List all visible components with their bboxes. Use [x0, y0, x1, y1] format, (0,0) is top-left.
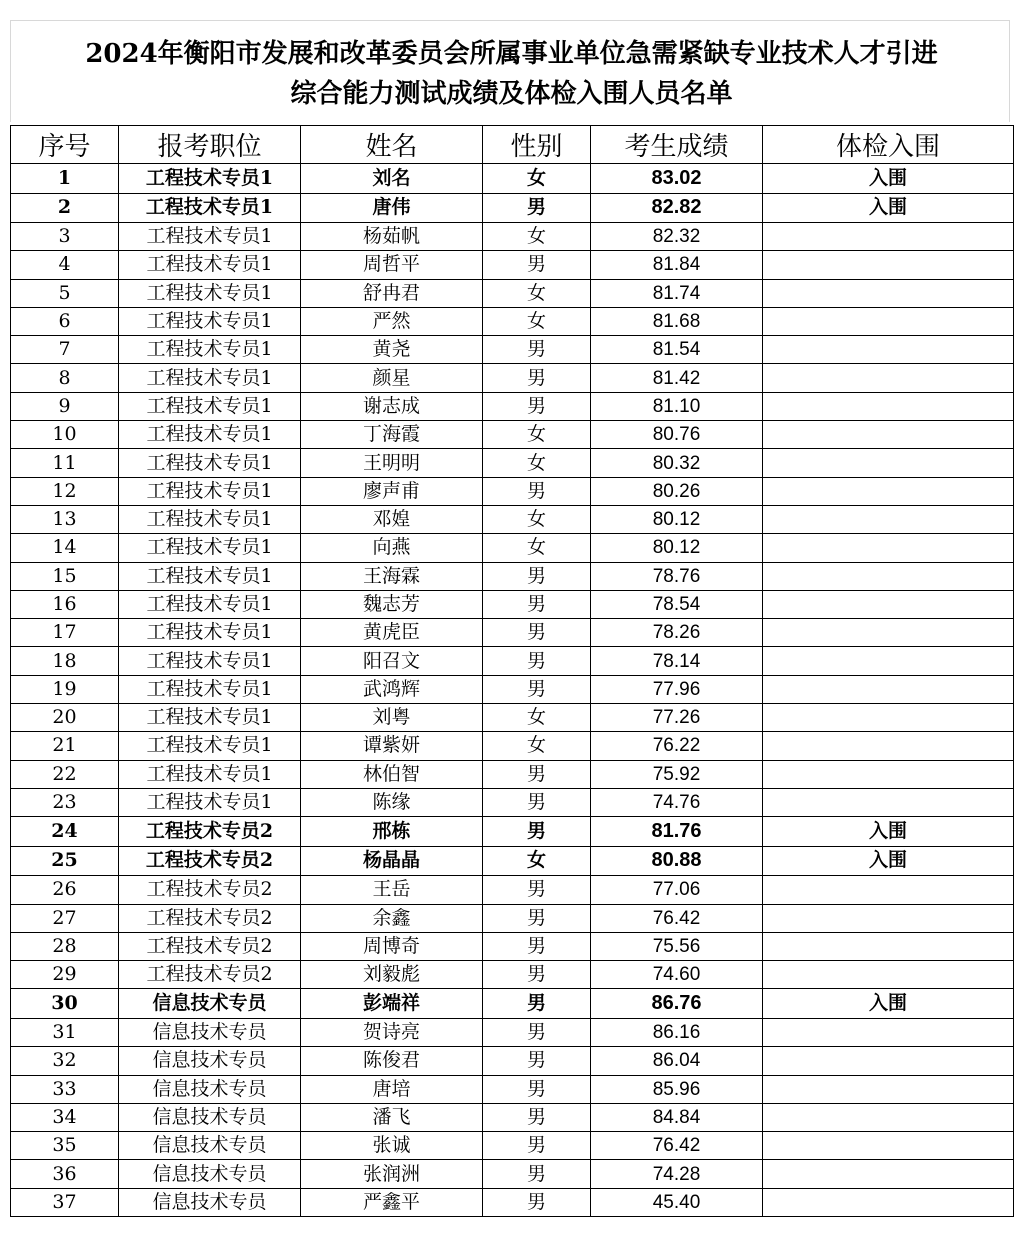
cell-position: 工程技术专员1 — [119, 760, 301, 788]
table-row — [11, 675, 1014, 703]
cell-shortlist — [763, 590, 1014, 618]
cell-position: 工程技术专员2 — [119, 904, 301, 932]
cell-score: 77.06 — [591, 876, 763, 904]
table-row — [11, 1160, 1014, 1188]
cell-score: 78.76 — [591, 562, 763, 590]
cell-position: 工程技术专员2 — [119, 961, 301, 989]
document-title-line-1: 2024年衡阳市发展和改革委员会所属事业单位急需紧缺专业技术人才引进 — [85, 39, 938, 69]
table-row — [11, 364, 1014, 392]
cell-number: 10 — [11, 421, 119, 449]
table-row — [11, 904, 1014, 932]
table-row — [11, 449, 1014, 477]
cell-name: 唐伟 — [301, 193, 483, 223]
cell-number: 13 — [11, 505, 119, 533]
cell-score: 77.26 — [591, 704, 763, 732]
cell-gender: 男 — [483, 1103, 591, 1131]
cell-name: 谭紫妍 — [301, 732, 483, 760]
cell-shortlist — [763, 647, 1014, 675]
cell-score: 86.04 — [591, 1047, 763, 1075]
table-row — [11, 534, 1014, 562]
cell-number: 35 — [11, 1132, 119, 1160]
cell-shortlist: 入围 — [763, 846, 1014, 876]
cell-gender: 男 — [483, 675, 591, 703]
cell-gender: 男 — [483, 1047, 591, 1075]
cell-shortlist — [763, 732, 1014, 760]
cell-name: 王明明 — [301, 449, 483, 477]
cell-number: 26 — [11, 876, 119, 904]
table-row — [11, 932, 1014, 960]
cell-gender: 男 — [483, 477, 591, 505]
cell-position: 工程技术专员1 — [119, 590, 301, 618]
cell-number: 6 — [11, 307, 119, 335]
cell-gender: 女 — [483, 505, 591, 533]
cell-shortlist — [763, 1075, 1014, 1103]
cell-position: 信息技术专员 — [119, 1103, 301, 1131]
cell-position: 工程技术专员1 — [119, 534, 301, 562]
table-row — [11, 562, 1014, 590]
cell-position: 工程技术专员1 — [119, 164, 301, 194]
header-number: 序号 — [11, 126, 119, 164]
cell-number: 18 — [11, 647, 119, 675]
table-row — [11, 704, 1014, 732]
table-row — [11, 164, 1014, 194]
cell-position: 工程技术专员2 — [119, 932, 301, 960]
cell-gender: 女 — [483, 534, 591, 562]
cell-score: 81.68 — [591, 307, 763, 335]
cell-number: 9 — [11, 392, 119, 420]
cell-number: 25 — [11, 846, 119, 876]
cell-number: 30 — [11, 989, 119, 1019]
cell-position: 工程技术专员1 — [119, 619, 301, 647]
cell-gender: 女 — [483, 449, 591, 477]
cell-gender: 女 — [483, 223, 591, 251]
cell-shortlist — [763, 1160, 1014, 1188]
cell-name: 魏志芳 — [301, 590, 483, 618]
cell-shortlist — [763, 961, 1014, 989]
cell-name: 杨晶晶 — [301, 846, 483, 876]
cell-score: 76.42 — [591, 1132, 763, 1160]
table-row — [11, 505, 1014, 533]
table-row — [11, 1132, 1014, 1160]
cell-score: 83.02 — [591, 164, 763, 194]
cell-score: 80.32 — [591, 449, 763, 477]
table-row — [11, 477, 1014, 505]
cell-gender: 男 — [483, 336, 591, 364]
cell-position: 工程技术专员1 — [119, 675, 301, 703]
cell-score: 86.76 — [591, 989, 763, 1019]
cell-name: 彭端祥 — [301, 989, 483, 1019]
cell-gender: 男 — [483, 760, 591, 788]
table-row — [11, 876, 1014, 904]
cell-gender: 男 — [483, 364, 591, 392]
cell-score: 78.26 — [591, 619, 763, 647]
cell-position: 工程技术专员1 — [119, 788, 301, 816]
cell-position: 工程技术专员1 — [119, 477, 301, 505]
cell-shortlist — [763, 904, 1014, 932]
cell-score: 85.96 — [591, 1075, 763, 1103]
cell-gender: 男 — [483, 562, 591, 590]
cell-name: 王岳 — [301, 876, 483, 904]
cell-name: 丁海霞 — [301, 421, 483, 449]
cell-number: 20 — [11, 704, 119, 732]
cell-score: 74.28 — [591, 1160, 763, 1188]
cell-name: 周博奇 — [301, 932, 483, 960]
cell-number: 4 — [11, 251, 119, 279]
cell-name: 王海霖 — [301, 562, 483, 590]
cell-gender: 男 — [483, 788, 591, 816]
cell-position: 工程技术专员1 — [119, 223, 301, 251]
cell-shortlist: 入围 — [763, 164, 1014, 194]
cell-number: 2 — [11, 193, 119, 223]
cell-shortlist: 入围 — [763, 817, 1014, 847]
cell-score: 75.92 — [591, 760, 763, 788]
table-row — [11, 193, 1014, 223]
cell-shortlist: 入围 — [763, 193, 1014, 223]
cell-position: 工程技术专员2 — [119, 817, 301, 847]
table-row — [11, 788, 1014, 816]
cell-position: 工程技术专员1 — [119, 732, 301, 760]
cell-shortlist — [763, 675, 1014, 703]
cell-shortlist: 入围 — [763, 989, 1014, 1019]
cell-position: 工程技术专员1 — [119, 251, 301, 279]
cell-number: 28 — [11, 932, 119, 960]
table-row — [11, 251, 1014, 279]
table-row — [11, 307, 1014, 335]
table-row — [11, 647, 1014, 675]
cell-name: 陈缘 — [301, 788, 483, 816]
cell-position: 工程技术专员2 — [119, 876, 301, 904]
table-row — [11, 421, 1014, 449]
cell-gender: 男 — [483, 392, 591, 420]
cell-score: 81.84 — [591, 251, 763, 279]
cell-name: 陈俊君 — [301, 1047, 483, 1075]
table-row — [11, 1188, 1014, 1216]
cell-shortlist — [763, 336, 1014, 364]
cell-number: 37 — [11, 1188, 119, 1216]
cell-number: 31 — [11, 1018, 119, 1046]
cell-name: 阳召文 — [301, 647, 483, 675]
cell-number: 36 — [11, 1160, 119, 1188]
cell-number: 17 — [11, 619, 119, 647]
header-name: 姓名 — [301, 126, 483, 164]
cell-position: 工程技术专员1 — [119, 279, 301, 307]
cell-score: 78.14 — [591, 647, 763, 675]
header-shortlist: 体检入围 — [763, 126, 1014, 164]
cell-gender: 男 — [483, 619, 591, 647]
cell-number: 34 — [11, 1103, 119, 1131]
cell-score: 82.82 — [591, 193, 763, 223]
table-row — [11, 590, 1014, 618]
cell-score: 76.22 — [591, 732, 763, 760]
cell-score: 75.56 — [591, 932, 763, 960]
cell-score: 84.84 — [591, 1103, 763, 1131]
document-title-line-2: 综合能力测试成绩及体检入围人员名单 — [290, 79, 733, 109]
cell-number: 8 — [11, 364, 119, 392]
cell-number: 33 — [11, 1075, 119, 1103]
cell-shortlist — [763, 364, 1014, 392]
cell-position: 工程技术专员1 — [119, 449, 301, 477]
cell-gender: 女 — [483, 732, 591, 760]
cell-name: 周哲平 — [301, 251, 483, 279]
cell-number: 16 — [11, 590, 119, 618]
cell-shortlist — [763, 876, 1014, 904]
cell-score: 81.10 — [591, 392, 763, 420]
cell-name: 林伯智 — [301, 760, 483, 788]
cell-position: 工程技术专员1 — [119, 193, 301, 223]
cell-shortlist — [763, 505, 1014, 533]
table-row — [11, 1018, 1014, 1046]
cell-score: 81.54 — [591, 336, 763, 364]
cell-shortlist — [763, 1132, 1014, 1160]
cell-number: 22 — [11, 760, 119, 788]
cell-gender: 男 — [483, 1132, 591, 1160]
cell-number: 21 — [11, 732, 119, 760]
cell-score: 81.74 — [591, 279, 763, 307]
cell-gender: 女 — [483, 421, 591, 449]
cell-score: 86.16 — [591, 1018, 763, 1046]
cell-score: 81.76 — [591, 817, 763, 847]
cell-shortlist — [763, 562, 1014, 590]
cell-number: 11 — [11, 449, 119, 477]
cell-name: 邓媓 — [301, 505, 483, 533]
cell-shortlist — [763, 307, 1014, 335]
cell-gender: 男 — [483, 961, 591, 989]
cell-name: 贺诗亮 — [301, 1018, 483, 1046]
cell-name: 廖声甫 — [301, 477, 483, 505]
cell-name: 唐培 — [301, 1075, 483, 1103]
cell-gender: 男 — [483, 1018, 591, 1046]
cell-number: 27 — [11, 904, 119, 932]
cell-position: 信息技术专员 — [119, 1160, 301, 1188]
cell-position: 工程技术专员1 — [119, 647, 301, 675]
cell-name: 武鸿辉 — [301, 675, 483, 703]
table-header-row — [11, 126, 1014, 164]
cell-shortlist — [763, 1103, 1014, 1131]
cell-name: 黄虎臣 — [301, 619, 483, 647]
cell-gender: 女 — [483, 704, 591, 732]
table-row — [11, 279, 1014, 307]
table-row — [11, 619, 1014, 647]
cell-gender: 女 — [483, 307, 591, 335]
table-row — [11, 846, 1014, 876]
header-score: 考生成绩 — [591, 126, 763, 164]
cell-score: 80.26 — [591, 477, 763, 505]
table-row — [11, 989, 1014, 1019]
table-row — [11, 223, 1014, 251]
results-table — [10, 125, 1014, 1217]
cell-name: 黄尧 — [301, 336, 483, 364]
cell-shortlist — [763, 1188, 1014, 1216]
cell-score: 74.60 — [591, 961, 763, 989]
cell-score: 81.42 — [591, 364, 763, 392]
cell-score: 80.12 — [591, 534, 763, 562]
cell-gender: 男 — [483, 590, 591, 618]
cell-name: 张润洲 — [301, 1160, 483, 1188]
cell-name: 向燕 — [301, 534, 483, 562]
cell-number: 24 — [11, 817, 119, 847]
cell-shortlist — [763, 788, 1014, 816]
cell-position: 工程技术专员2 — [119, 846, 301, 876]
cell-score: 77.96 — [591, 675, 763, 703]
cell-score: 80.76 — [591, 421, 763, 449]
cell-name: 余鑫 — [301, 904, 483, 932]
cell-shortlist — [763, 534, 1014, 562]
cell-shortlist — [763, 392, 1014, 420]
cell-gender: 男 — [483, 932, 591, 960]
cell-name: 严然 — [301, 307, 483, 335]
cell-number: 7 — [11, 336, 119, 364]
cell-position: 信息技术专员 — [119, 1047, 301, 1075]
cell-shortlist — [763, 1018, 1014, 1046]
header-position: 报考职位 — [119, 126, 301, 164]
table-row — [11, 1103, 1014, 1131]
cell-score: 74.76 — [591, 788, 763, 816]
cell-number: 5 — [11, 279, 119, 307]
cell-name: 张诚 — [301, 1132, 483, 1160]
cell-position: 工程技术专员1 — [119, 364, 301, 392]
table-row — [11, 392, 1014, 420]
cell-position: 工程技术专员1 — [119, 562, 301, 590]
table-row — [11, 817, 1014, 847]
cell-gender: 男 — [483, 251, 591, 279]
cell-number: 32 — [11, 1047, 119, 1075]
cell-name: 刘毅彪 — [301, 961, 483, 989]
cell-score: 80.12 — [591, 505, 763, 533]
cell-name: 杨茹帆 — [301, 223, 483, 251]
cell-position: 信息技术专员 — [119, 1188, 301, 1216]
cell-shortlist — [763, 223, 1014, 251]
cell-name: 刘名 — [301, 164, 483, 194]
cell-shortlist — [763, 251, 1014, 279]
cell-gender: 男 — [483, 1075, 591, 1103]
cell-number: 3 — [11, 223, 119, 251]
cell-shortlist — [763, 760, 1014, 788]
cell-gender: 女 — [483, 846, 591, 876]
cell-name: 邢栋 — [301, 817, 483, 847]
cell-number: 14 — [11, 534, 119, 562]
cell-number: 12 — [11, 477, 119, 505]
cell-gender: 男 — [483, 817, 591, 847]
cell-score: 45.40 — [591, 1188, 763, 1216]
cell-shortlist — [763, 477, 1014, 505]
table-row — [11, 336, 1014, 364]
cell-shortlist — [763, 1047, 1014, 1075]
cell-shortlist — [763, 619, 1014, 647]
table-row — [11, 760, 1014, 788]
cell-number: 1 — [11, 164, 119, 194]
cell-position: 工程技术专员1 — [119, 392, 301, 420]
cell-name: 潘飞 — [301, 1103, 483, 1131]
cell-score: 82.32 — [591, 223, 763, 251]
table-row — [11, 961, 1014, 989]
cell-shortlist — [763, 279, 1014, 307]
cell-gender: 男 — [483, 647, 591, 675]
cell-shortlist — [763, 704, 1014, 732]
cell-gender: 女 — [483, 279, 591, 307]
cell-gender: 女 — [483, 164, 591, 194]
cell-position: 信息技术专员 — [119, 1018, 301, 1046]
cell-position: 工程技术专员1 — [119, 307, 301, 335]
cell-name: 颜星 — [301, 364, 483, 392]
table-row — [11, 1047, 1014, 1075]
cell-name: 谢志成 — [301, 392, 483, 420]
cell-gender: 男 — [483, 1188, 591, 1216]
cell-gender: 男 — [483, 1160, 591, 1188]
cell-shortlist — [763, 421, 1014, 449]
cell-score: 78.54 — [591, 590, 763, 618]
cell-name: 刘粤 — [301, 704, 483, 732]
cell-number: 23 — [11, 788, 119, 816]
cell-score: 80.88 — [591, 846, 763, 876]
cell-score: 76.42 — [591, 904, 763, 932]
cell-position: 信息技术专员 — [119, 989, 301, 1019]
cell-number: 15 — [11, 562, 119, 590]
cell-gender: 男 — [483, 193, 591, 223]
table-row — [11, 732, 1014, 760]
cell-position: 工程技术专员1 — [119, 505, 301, 533]
table-row — [11, 1075, 1014, 1103]
cell-name: 严鑫平 — [301, 1188, 483, 1216]
cell-number: 29 — [11, 961, 119, 989]
cell-position: 工程技术专员1 — [119, 336, 301, 364]
cell-shortlist — [763, 449, 1014, 477]
cell-gender: 男 — [483, 989, 591, 1019]
cell-name: 舒冉君 — [301, 279, 483, 307]
cell-shortlist — [763, 932, 1014, 960]
cell-position: 信息技术专员 — [119, 1075, 301, 1103]
cell-position: 信息技术专员 — [119, 1132, 301, 1160]
cell-gender: 男 — [483, 876, 591, 904]
cell-number: 19 — [11, 675, 119, 703]
cell-position: 工程技术专员1 — [119, 421, 301, 449]
header-gender: 性别 — [483, 126, 591, 164]
cell-gender: 男 — [483, 904, 591, 932]
cell-position: 工程技术专员1 — [119, 704, 301, 732]
